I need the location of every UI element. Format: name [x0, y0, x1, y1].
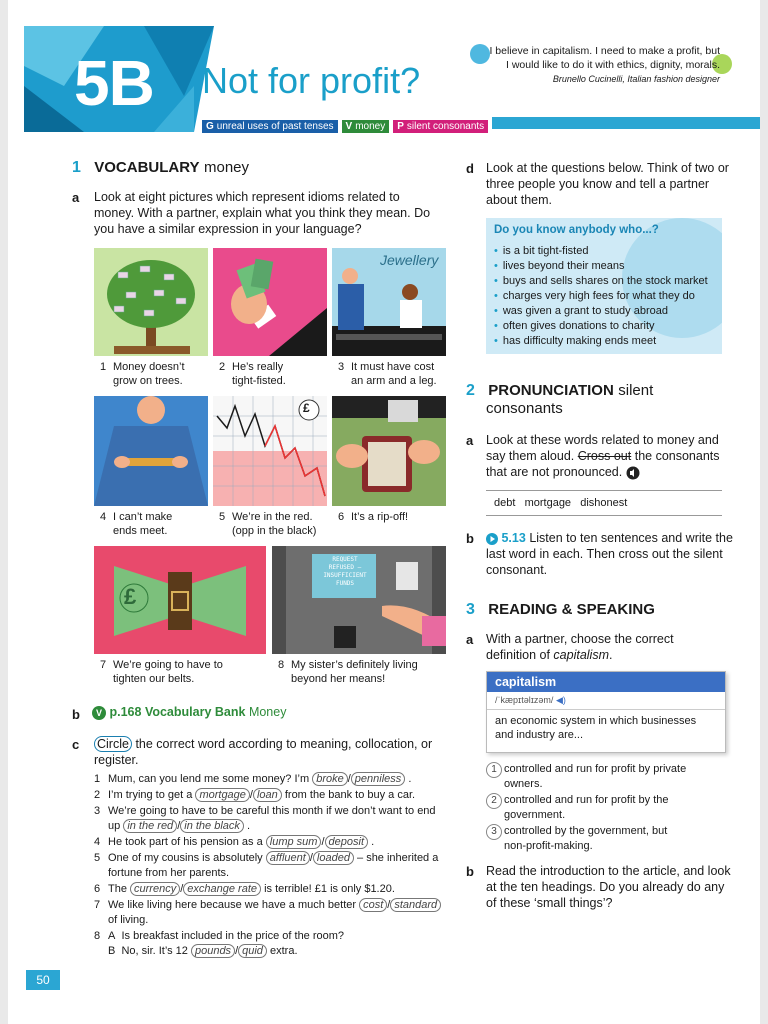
- banknote-pound-symbol: £: [124, 584, 137, 609]
- section-3-heading: [466, 601, 655, 619]
- caption-line: He’s really: [232, 361, 284, 373]
- quote-line-2: I would like to do it with ethics, dignity, morals.: [506, 59, 720, 71]
- dialogue-line-b: B No, sir. It’s 12 pounds / quid extra.: [108, 945, 298, 957]
- tag-text: unreal uses of past tenses: [216, 121, 334, 132]
- item-number: 1: [94, 773, 101, 785]
- item-text: We’re going to have to be careful this month if we don’t want to end up in the red / in the black .: [108, 805, 436, 832]
- tag-key: V: [345, 121, 353, 132]
- tag-text: silent consonants: [406, 121, 485, 132]
- caption-number: 6: [338, 511, 345, 523]
- option-1[interactable]: lump sum: [266, 835, 322, 849]
- audio-track-number[interactable]: 5.13: [501, 531, 526, 545]
- item-number: 6: [94, 883, 101, 895]
- item-post: .: [408, 773, 412, 785]
- option-2[interactable]: standard: [390, 898, 441, 912]
- exercise-item: [94, 851, 450, 881]
- option-1[interactable]: affluent: [266, 851, 310, 865]
- caption-line: It must have cost: [351, 361, 435, 373]
- option-2[interactable]: penniless: [351, 772, 405, 786]
- section-1-heading: [72, 159, 249, 177]
- option-1[interactable]: mortgage: [195, 788, 249, 802]
- instruction-text: the correct word according to meaning, collocation, or register.: [94, 737, 433, 767]
- keyword: capitalism: [553, 648, 609, 662]
- item-number: 7: [94, 899, 101, 911]
- shop-sign-text: Jewellery: [380, 252, 439, 268]
- exercise-label-d: d: [466, 161, 474, 176]
- option-2[interactable]: loaded: [313, 851, 354, 865]
- vocab-bank-page: p.168: [109, 705, 142, 719]
- caption-1: [100, 360, 185, 388]
- item-text: The currency / exchange rate is terrible! £1 is only $1.20.: [108, 883, 395, 895]
- textbook-page: [8, 0, 760, 1024]
- dictionary-definition: an economic system in which businesses and industry are...: [495, 715, 697, 741]
- caption-line: beyond her means!: [291, 673, 386, 685]
- item-number: 3: [94, 805, 101, 817]
- bullet-item: • charges very high fees for what they do: [494, 289, 722, 304]
- definition-option[interactable]: [486, 793, 726, 823]
- speaker: B: [108, 945, 116, 957]
- tag-key: G: [206, 121, 214, 132]
- header-bar: [492, 117, 760, 129]
- option-2[interactable]: exchange rate: [183, 882, 261, 896]
- option-line: non-profit-making.: [504, 840, 593, 852]
- item-post: .: [371, 836, 375, 848]
- caption-number: 1: [100, 361, 107, 373]
- pronunciation-a-instruction: [486, 432, 736, 480]
- instruction-text: the consonants that are not pronounced.: [486, 449, 720, 479]
- dictionary-phonetic: [487, 692, 725, 710]
- item-pre: We’re going to have to be careful this month if we don’t want to end up: [108, 805, 436, 832]
- pound-symbol: £: [303, 401, 310, 415]
- bullet-item: • often gives donations to charity: [494, 319, 722, 334]
- option-2[interactable]: loan: [253, 788, 282, 802]
- exercise-item: [94, 898, 450, 928]
- dialogue-text: Is breakfast included in the price of the room?: [121, 930, 345, 942]
- bullet-item: • has difficulty making ends meet: [494, 334, 722, 349]
- atm-screen-text: REQUEST REFUSED – INSUFFICIENT FUNDS: [323, 556, 367, 587]
- caption-line: It’s a rip-off!: [351, 511, 409, 523]
- item-pre: I’m trying to get a: [108, 789, 193, 801]
- picture-money-tree: [94, 248, 208, 356]
- definition-option[interactable]: [486, 762, 726, 792]
- item-number: 5: [94, 852, 101, 864]
- item-post: – she inherited a fortune from her parents.: [108, 852, 439, 879]
- option-1[interactable]: cost: [359, 898, 387, 912]
- item-text: One of my cousins is absolutely affluent / loaded – she inherited a fortune from her parents.: [108, 852, 439, 879]
- option-1[interactable]: currency: [130, 882, 180, 896]
- caption-line: tight-fisted.: [232, 375, 286, 387]
- bullet-item: • is a bit tight-fisted: [494, 244, 722, 259]
- exercise-c-instruction: [94, 736, 444, 768]
- section-subtitle: money: [203, 159, 250, 176]
- option-2[interactable]: quid: [238, 944, 267, 958]
- option-line: owners.: [504, 778, 543, 790]
- bullet-list: [494, 244, 722, 349]
- unit-title: Not for profit?: [202, 60, 421, 101]
- exercise-item: [94, 772, 450, 787]
- item-text: We like living here because we have a much better cost / standard of living.: [108, 898, 450, 928]
- unit-number: 5B: [74, 47, 154, 119]
- tag-grammar: [202, 120, 338, 133]
- caption-line: We’re going to have to: [113, 659, 223, 671]
- section-number: 2: [466, 382, 475, 399]
- item-post: .: [246, 820, 251, 832]
- caption-line: I can’t make: [113, 511, 173, 523]
- picture-rip-off: [332, 396, 446, 506]
- option-line: controlled by the government, but: [504, 825, 668, 837]
- exercise-item: [94, 835, 450, 850]
- option-text: [504, 762, 686, 792]
- instruction-text: With a partner, choose the correct definition of: [486, 632, 674, 662]
- tag-text: money: [355, 121, 386, 132]
- definition-option[interactable]: [486, 824, 726, 854]
- instruction-text: Listen to ten sentences and write the last word in each. Then cross out the silent consonant.: [486, 531, 733, 577]
- caption-line: an arm and a leg.: [351, 375, 437, 387]
- exercise-item: [94, 804, 450, 834]
- caption-line: My sister’s definitely living: [291, 659, 418, 671]
- caption-line: grow on trees.: [113, 375, 183, 387]
- audio-play-icon[interactable]: [486, 533, 498, 545]
- option-text: [504, 824, 667, 854]
- box-title: Do you know anybody who...?: [494, 224, 659, 236]
- page-number: 50: [26, 970, 60, 990]
- caption-line: ends meet.: [113, 525, 168, 537]
- caption-4: [100, 510, 172, 538]
- question-box: [486, 218, 722, 354]
- option-2[interactable]: deposit: [325, 835, 368, 849]
- dictionary-entry: [486, 671, 726, 753]
- option-text: [504, 793, 668, 823]
- caption-8: [278, 658, 418, 686]
- caption-number: 2: [219, 361, 226, 373]
- caption-7: [100, 658, 223, 686]
- item-pre: One of my cousins is absolutely: [108, 852, 263, 864]
- caption-line: Money doesn’t: [113, 361, 185, 373]
- option-line: government.: [504, 809, 566, 821]
- caption-2: [219, 360, 286, 388]
- exercise-label-c: c: [72, 737, 80, 752]
- option-1[interactable]: broke: [312, 772, 348, 786]
- exercise-label-b: b: [466, 531, 474, 546]
- section-2-heading: [466, 382, 726, 418]
- bullet-item: • lives beyond their means: [494, 259, 722, 274]
- caption-line: (opp in the black): [232, 525, 317, 537]
- tag-pronunciation: [393, 120, 488, 133]
- dictionary-headword: capitalism: [487, 672, 725, 692]
- tag-key: P: [397, 121, 404, 132]
- caption-number: 8: [278, 659, 285, 671]
- caption-number: 4: [100, 511, 107, 523]
- exercise-label-b: b: [466, 864, 474, 879]
- cross-out-text: Cross out: [577, 449, 632, 463]
- picture-atm: [272, 546, 446, 654]
- exercise-label-b: b: [72, 707, 80, 722]
- picture-tight-fist: [213, 248, 327, 356]
- item-pre: We like living here because we have a much better: [108, 899, 357, 911]
- item-post: is terrible! £1 is only $1.20.: [264, 883, 395, 895]
- option-1[interactable]: in the red: [123, 819, 177, 833]
- item-pre: The: [108, 883, 127, 895]
- item-8: [94, 929, 450, 959]
- punctuation: .: [609, 648, 613, 662]
- item-8-dialogue: [108, 929, 344, 959]
- exercise-label-a: a: [466, 433, 474, 448]
- definition-options: [486, 762, 726, 855]
- caption-3: [338, 360, 437, 388]
- item-post: of living.: [108, 914, 149, 926]
- picture-in-the-red: [213, 396, 327, 506]
- picture-tighten-belts: [94, 546, 266, 654]
- picture-ends-meet: [94, 396, 208, 506]
- word-list: debt mortgage dishonest: [486, 490, 722, 516]
- exercise-c-items: [94, 772, 450, 959]
- item-pre: Mum, can you lend me some money? I’m: [108, 773, 310, 785]
- item-text: Mum, can you lend me some money? I’m broke / penniless .: [108, 773, 412, 785]
- caption-line: tighten our belts.: [113, 673, 195, 685]
- circle-word: Circle: [94, 736, 132, 752]
- section-subtitle: consonants: [486, 400, 563, 417]
- option-number[interactable]: 3: [486, 824, 502, 840]
- speaker-icon[interactable]: ◀): [555, 695, 566, 705]
- item-text: He took part of his pension as a lump sum / deposit .: [108, 836, 375, 848]
- item-number: 2: [94, 789, 101, 801]
- caption-number: 3: [338, 361, 345, 373]
- option-1[interactable]: pounds: [191, 944, 235, 958]
- option-number[interactable]: 1: [486, 762, 502, 778]
- item-text: I’m trying to get a mortgage / loan from the bank to buy a car.: [108, 789, 416, 801]
- bullet-item: • buys and sells shares on the stock market: [494, 274, 722, 289]
- exercise-label-a: a: [72, 190, 80, 205]
- phonetic-text: /ˈkæpɪtəlɪzəm/: [495, 695, 554, 705]
- option-line: controlled and run for profit by the: [504, 794, 669, 806]
- vocab-bank-topic: Money: [248, 705, 287, 719]
- unit-tags: [202, 116, 492, 134]
- picture-jewellery-shop: [332, 248, 446, 356]
- item-post: from the bank to buy a car.: [284, 789, 416, 801]
- audio-sound-icon[interactable]: [626, 466, 640, 480]
- pronunciation-b-instruction: [486, 530, 736, 578]
- dialogue-line-a: [108, 929, 344, 944]
- dialogue-text: extra.: [269, 945, 298, 957]
- item-number: 4: [94, 836, 101, 848]
- item-pre: He took part of his pension as a: [108, 836, 263, 848]
- caption-line: We’re in the red.: [232, 511, 313, 523]
- quote-text: [428, 44, 720, 86]
- section-number: 1: [72, 159, 81, 176]
- caption-number: 5: [219, 511, 226, 523]
- dialogue-text: No, sir. It’s 12: [121, 945, 188, 957]
- section-title: VOCABULARY: [94, 159, 200, 176]
- section-title: READING & SPEAKING: [488, 601, 655, 618]
- item-number: 8: [94, 930, 101, 942]
- caption-6: [338, 510, 408, 524]
- exercise-label-a: a: [466, 632, 474, 647]
- vocabulary-badge-icon: V: [92, 706, 106, 720]
- instruction-text: Look at these words related to money and say them aloud.: [486, 433, 719, 463]
- exercise-item: [94, 882, 450, 897]
- vocab-bank-link[interactable]: [92, 705, 286, 720]
- caption-number: 7: [100, 659, 107, 671]
- exercise-d-instruction: Look at the questions below. Think of two or three people you know and tell a partner about them.: [486, 161, 729, 207]
- reading-a-instruction: [486, 631, 726, 663]
- option-number[interactable]: 2: [486, 793, 502, 809]
- option-2[interactable]: in the black: [180, 819, 244, 833]
- exercise-a-instruction: Look at eight pictures which represent idioms related to money. With a partner, explain what you think they mean. Do you have a similar expression in your language?: [94, 190, 431, 236]
- section-number: 3: [466, 601, 475, 618]
- vocab-bank-title: Vocabulary Bank: [144, 705, 246, 719]
- caption-5: [219, 510, 316, 538]
- tag-vocabulary: [342, 120, 390, 133]
- section-subtitle: silent: [618, 382, 654, 399]
- quote-line-1: I believe in capitalism. I need to make a profit, but: [489, 45, 720, 57]
- exercise-item: [94, 788, 450, 803]
- items-list: [94, 772, 450, 928]
- reading-b-instruction: Read the introduction to the article, and look at the ten headings. Do you already do any of these ‘small things’?: [486, 864, 731, 910]
- section-title: PRONUNCIATION: [488, 382, 614, 399]
- quote-author: Brunello Cucinelli, Italian fashion designer: [552, 74, 720, 84]
- speaker: A: [108, 930, 116, 942]
- option-line: controlled and run for profit by private: [504, 763, 687, 775]
- bullet-item: • was given a grant to study abroad: [494, 304, 722, 319]
